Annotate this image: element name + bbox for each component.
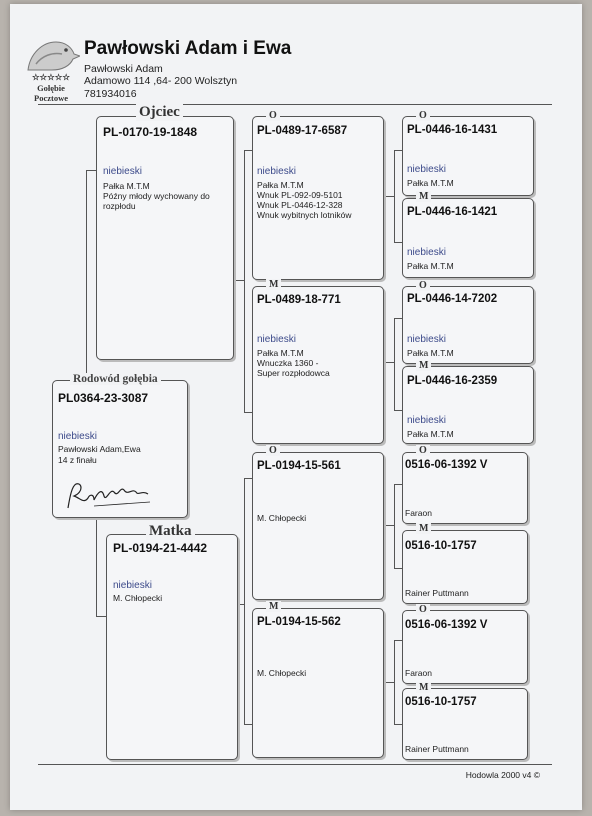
great-grandparent-label: M bbox=[416, 360, 431, 371]
paternal-grandfather-note: Wnuk wybitnych lotników bbox=[257, 210, 352, 220]
logo-stars: ☆☆☆☆☆ bbox=[31, 72, 71, 82]
connector bbox=[96, 616, 106, 617]
paternal-grandmother-label: M bbox=[266, 279, 281, 290]
root-note: Pawłowski Adam,Ewa bbox=[58, 444, 141, 454]
maternal-grandfather-card[interactable] bbox=[252, 452, 384, 600]
root-note: 14 z finału bbox=[58, 455, 97, 465]
paternal-grandfather-note: Wnuk PL-092-09-5101 bbox=[257, 190, 343, 200]
signature bbox=[64, 478, 154, 519]
paternal-grandmother-note: Pałka M.T.M bbox=[257, 348, 304, 358]
great-grandparent-ring-number: 0516-10-1757 bbox=[405, 696, 477, 708]
great-grandparent-label: M bbox=[416, 191, 431, 202]
paternal-grandfather-label: O bbox=[266, 110, 280, 121]
great-grandparent-label: M bbox=[416, 523, 431, 534]
connector bbox=[86, 170, 96, 171]
great-grandparent-color: niebieski bbox=[407, 164, 446, 175]
maternal-grandmother-note: M. Chłopecki bbox=[257, 668, 307, 678]
connector bbox=[244, 150, 245, 412]
software-credit: Hodowla 2000 v4 © bbox=[465, 770, 540, 780]
paternal-grandmother-ring-number: PL-0489-18-771 bbox=[257, 294, 341, 306]
great-grandparent-note: Pałka M.T.M bbox=[407, 178, 454, 188]
paternal-grandfather-note: Pałka M.T.M bbox=[257, 180, 304, 190]
maternal-grandfather-ring-number: PL-0194-15-561 bbox=[257, 460, 341, 472]
breeder-owner: Pawłowski Adam bbox=[84, 63, 163, 75]
connector bbox=[234, 280, 244, 281]
connector bbox=[394, 242, 402, 243]
maternal-grandmother-ring-number: PL-0194-15-562 bbox=[257, 616, 341, 628]
great-grandparent-label: O bbox=[416, 280, 430, 291]
great-grandparent-ring-number: PL-0446-16-1431 bbox=[407, 124, 498, 136]
mother-label: Matka bbox=[146, 523, 195, 540]
father-card[interactable] bbox=[96, 116, 234, 360]
header-divider bbox=[38, 104, 552, 105]
father-note: Późny młody wychowany do bbox=[103, 191, 210, 201]
great-grandparent-label: O bbox=[416, 445, 430, 456]
connector bbox=[394, 640, 402, 641]
connector bbox=[394, 318, 402, 319]
connector bbox=[394, 318, 395, 410]
great-grandparent-note: Pałka M.T.M bbox=[407, 429, 454, 439]
paternal-grandfather-ring-number: PL-0489-17-6587 bbox=[257, 125, 348, 137]
father-color: niebieski bbox=[103, 166, 142, 177]
pedigree-title: Rodowód gołębia bbox=[70, 373, 161, 385]
breeder-address: Adamowo 114 ,64- 200 Wolsztyn bbox=[84, 75, 238, 87]
connector bbox=[394, 724, 402, 725]
father-note: Pałka M.T.M bbox=[103, 181, 150, 191]
maternal-grandfather-label: O bbox=[266, 445, 280, 456]
great-grandparent-ring-number: PL-0446-16-2359 bbox=[407, 375, 498, 387]
logo-text-line1: Gołębie bbox=[37, 83, 65, 93]
great-grandparent-note: Rainer Puttmann bbox=[405, 588, 469, 598]
connector bbox=[244, 478, 245, 724]
paternal-grandfather-color: niebieski bbox=[257, 166, 296, 177]
great-grandparent-ring-number: 0516-10-1757 bbox=[405, 540, 477, 552]
connector bbox=[394, 150, 395, 242]
connector bbox=[394, 150, 402, 151]
logo-text-line2: Pocztowe bbox=[34, 93, 68, 103]
great-grandparent-note: Faraon bbox=[405, 508, 432, 518]
mother-color: niebieski bbox=[113, 580, 152, 591]
great-grandparent-color: niebieski bbox=[407, 247, 446, 258]
paternal-grandmother-note: Wnuczka 1360 - bbox=[257, 358, 319, 368]
root-ring-number: PL0364-23-3087 bbox=[58, 391, 149, 405]
paternal-grandmother-color: niebieski bbox=[257, 334, 296, 345]
great-grandparent-ring-number: PL-0446-14-7202 bbox=[407, 293, 498, 305]
breeder-phone: 781934016 bbox=[84, 88, 137, 100]
connector bbox=[394, 410, 402, 411]
connector bbox=[394, 568, 402, 569]
paternal-grandmother-note: Super rozpłodowca bbox=[257, 368, 330, 378]
father-ring-number: PL-0170-19-1848 bbox=[103, 125, 198, 139]
great-grandparent-label: O bbox=[416, 604, 430, 615]
connector bbox=[86, 170, 87, 380]
great-grandparent-label: O bbox=[416, 110, 430, 121]
great-grandparent-note: Rainer Puttmann bbox=[405, 744, 469, 754]
great-grandparent-color: niebieski bbox=[407, 415, 446, 426]
maternal-grandfather-note: M. Chłopecki bbox=[257, 513, 307, 523]
great-grandparent-note: Faraon bbox=[405, 668, 432, 678]
great-grandparent-note: Pałka M.T.M bbox=[407, 261, 454, 271]
connector bbox=[394, 484, 395, 568]
maternal-grandmother-label: M bbox=[266, 601, 281, 612]
connector bbox=[394, 640, 395, 724]
footer-divider bbox=[38, 764, 552, 765]
great-grandparent-color: niebieski bbox=[407, 334, 446, 345]
great-grandparent-ring-number: 0516-06-1392 V bbox=[405, 459, 488, 471]
great-grandparent-ring-number: 0516-06-1392 V bbox=[405, 619, 488, 631]
breeder-title: Pawłowski Adam i Ewa bbox=[84, 38, 292, 59]
paternal-grandfather-note: Wnuk PL-0446-12-328 bbox=[257, 200, 343, 210]
great-grandparent-ring-number: PL-0446-16-1421 bbox=[407, 206, 498, 218]
father-label: Ojciec bbox=[136, 104, 183, 121]
maternal-grandmother-card[interactable] bbox=[252, 608, 384, 758]
great-grandparent-note: Pałka M.T.M bbox=[407, 348, 454, 358]
connector bbox=[394, 484, 402, 485]
father-note: rozpłodu bbox=[103, 201, 136, 211]
mother-ring-number: PL-0194-21-4442 bbox=[113, 541, 208, 555]
mother-note: M. Chłopecki bbox=[113, 593, 163, 603]
mother-card[interactable] bbox=[106, 534, 238, 760]
great-grandparent-label: M bbox=[416, 682, 431, 693]
root-color: niebieski bbox=[58, 431, 97, 442]
